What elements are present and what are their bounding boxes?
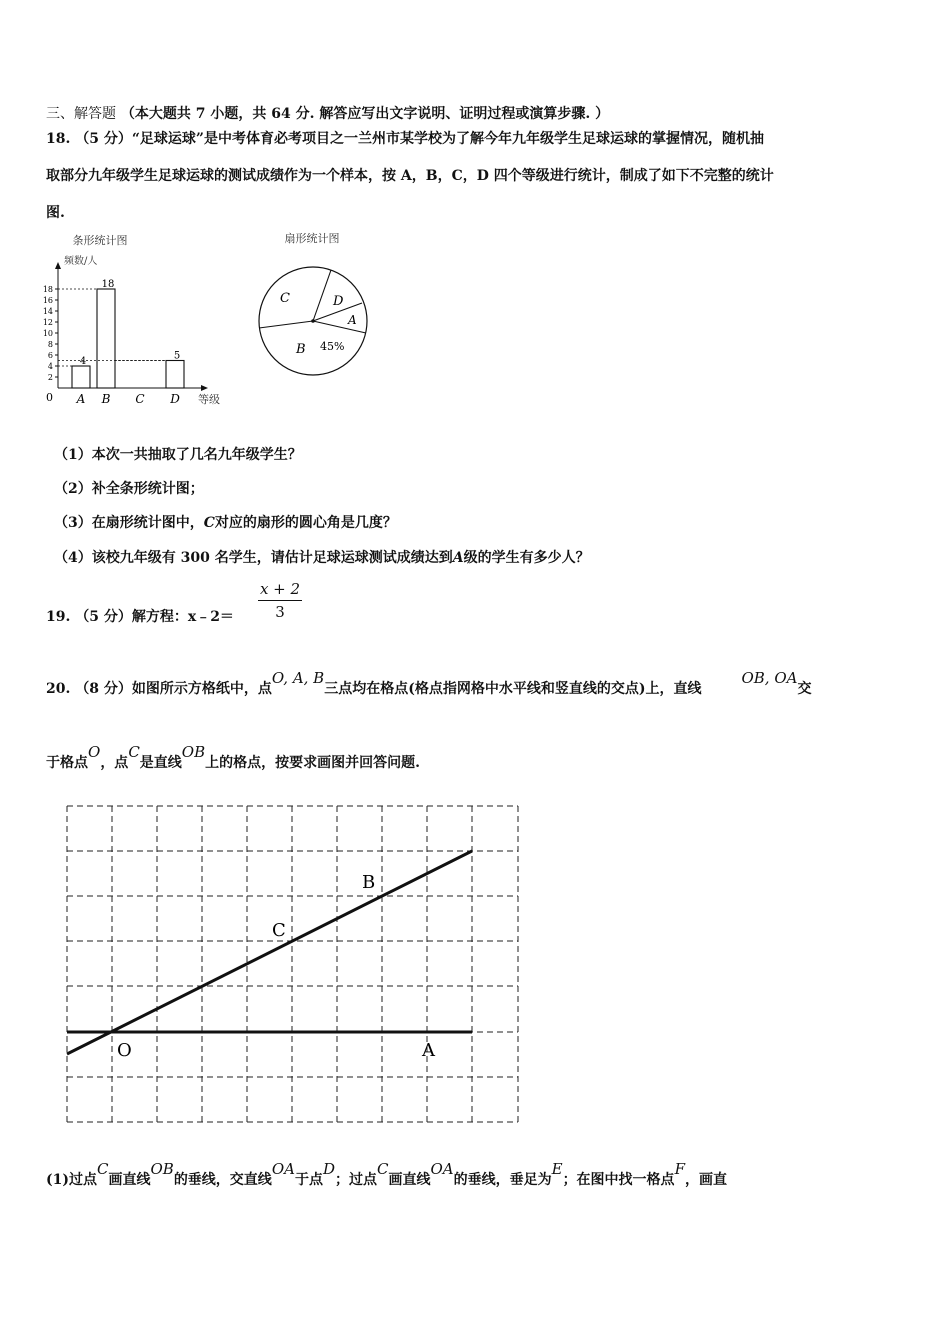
pie-chart-title: 扇形统计图 xyxy=(284,232,340,245)
q19-fraction xyxy=(258,580,302,621)
x-axis-label: 等级 xyxy=(198,393,220,406)
section-heading-line xyxy=(46,103,609,123)
q18-line3: 图. xyxy=(46,205,65,221)
q18-sub2: （2）补全条形统计图； xyxy=(54,481,204,497)
pie-divider-4 xyxy=(259,321,313,328)
pie-label-b: B xyxy=(296,342,306,357)
bar-a xyxy=(72,366,90,388)
section-note: （本大题共 7 小题，共 64 分. 解答应写出文字说明、证明过程或演算步骤. ） xyxy=(120,106,610,122)
y-tick-label: 4 xyxy=(47,362,53,371)
y-tick-label: 10 xyxy=(42,329,53,338)
q18-sub4: （4）该校九年级有 300 名学生，请估计足球运球测试成绩达到A级的学生有多少人？ xyxy=(54,550,590,566)
y-tick-label: 12 xyxy=(42,318,53,327)
pie-divider-1 xyxy=(313,270,331,321)
bar-d xyxy=(166,361,184,389)
point-label-b: B xyxy=(362,872,376,893)
bar-chart-plot xyxy=(43,233,220,406)
x-tick-label-a: A xyxy=(76,392,86,406)
q19-denominator: 3 xyxy=(275,603,285,621)
pie-label-c: C xyxy=(280,291,290,306)
y-tick-label: 18 xyxy=(42,285,53,294)
pie-center xyxy=(311,319,315,323)
origin-label: 0 xyxy=(46,391,53,404)
y-tick-label: 16 xyxy=(42,296,53,305)
point-label-a: A xyxy=(422,1040,435,1061)
bar-value-label: 5 xyxy=(173,350,181,362)
grid-lines xyxy=(67,806,518,1122)
q20-line2: 于格点O，点C是直线OB上的格点，按要求画图并回答问题. xyxy=(46,743,420,771)
y-tick-label: 14 xyxy=(42,307,53,316)
grid-diagram xyxy=(60,800,530,1130)
bar-value-label: 18 xyxy=(101,279,115,290)
q18-sub1: （1）本次一共抽取了几名九年级学生？ xyxy=(54,447,302,463)
section-heading: 三、解答题 xyxy=(46,106,116,122)
x-axis-arrow xyxy=(201,385,208,391)
y-tick-label: 6 xyxy=(47,351,53,360)
x-tick-label-b: B xyxy=(101,392,111,406)
q20-line1: 20. （8 分）如图所示方格纸中，点O, A, B三点均在格点(格点指网格中水平线和竖直线的交点)上，直线OB, OA交 xyxy=(46,669,812,697)
y-tick-label: 2 xyxy=(47,373,53,382)
y-axis-label: 频数/人 xyxy=(64,256,98,267)
q18-sub3: （3）在扇形统计图中，C对应的扇形的圆心角是几度？ xyxy=(54,515,397,531)
bar-value-label: 4 xyxy=(79,356,87,367)
bar-chart xyxy=(38,228,238,413)
q18-line1: 18. （5 分）“足球运球”是中考体育必考项目之一兰州市某学校为了解今年九年级学生足球运球的掌握情况，随机抽 xyxy=(46,131,764,147)
bar-chart-title: 条形统计图 xyxy=(72,234,128,247)
bar-b xyxy=(97,289,115,388)
pie-divider-3 xyxy=(313,321,366,333)
point-label-o: O xyxy=(117,1040,132,1061)
point-label-c: C xyxy=(272,920,286,941)
pie-chart xyxy=(250,228,390,378)
q20-part1: (1)过点C画直线OB的垂线，交直线OA于点D；过点C画直线OA的垂线，垂足为E；在图中找一格点F，画直 xyxy=(46,1160,727,1188)
x-tick-label-c: C xyxy=(135,392,145,406)
line-ob xyxy=(67,851,472,1054)
q19-text: 19. （5 分）解方程：x﹣2＝ xyxy=(46,609,234,625)
pie-label-45pct: 45% xyxy=(320,340,345,353)
y-tick-label: 8 xyxy=(47,340,53,349)
pie-label-a: A xyxy=(348,313,357,327)
q18-line2: 取部分九年级学生足球运球的测试成绩作为一个样本，按 A，B，C，D 四个等级进行统计，制成了如下不完整的统计 xyxy=(46,168,774,184)
q19-numerator: x + 2 xyxy=(258,580,302,601)
y-axis-arrow xyxy=(55,262,61,269)
pie-label-d: D xyxy=(333,294,344,309)
x-tick-label-d: D xyxy=(170,392,180,406)
